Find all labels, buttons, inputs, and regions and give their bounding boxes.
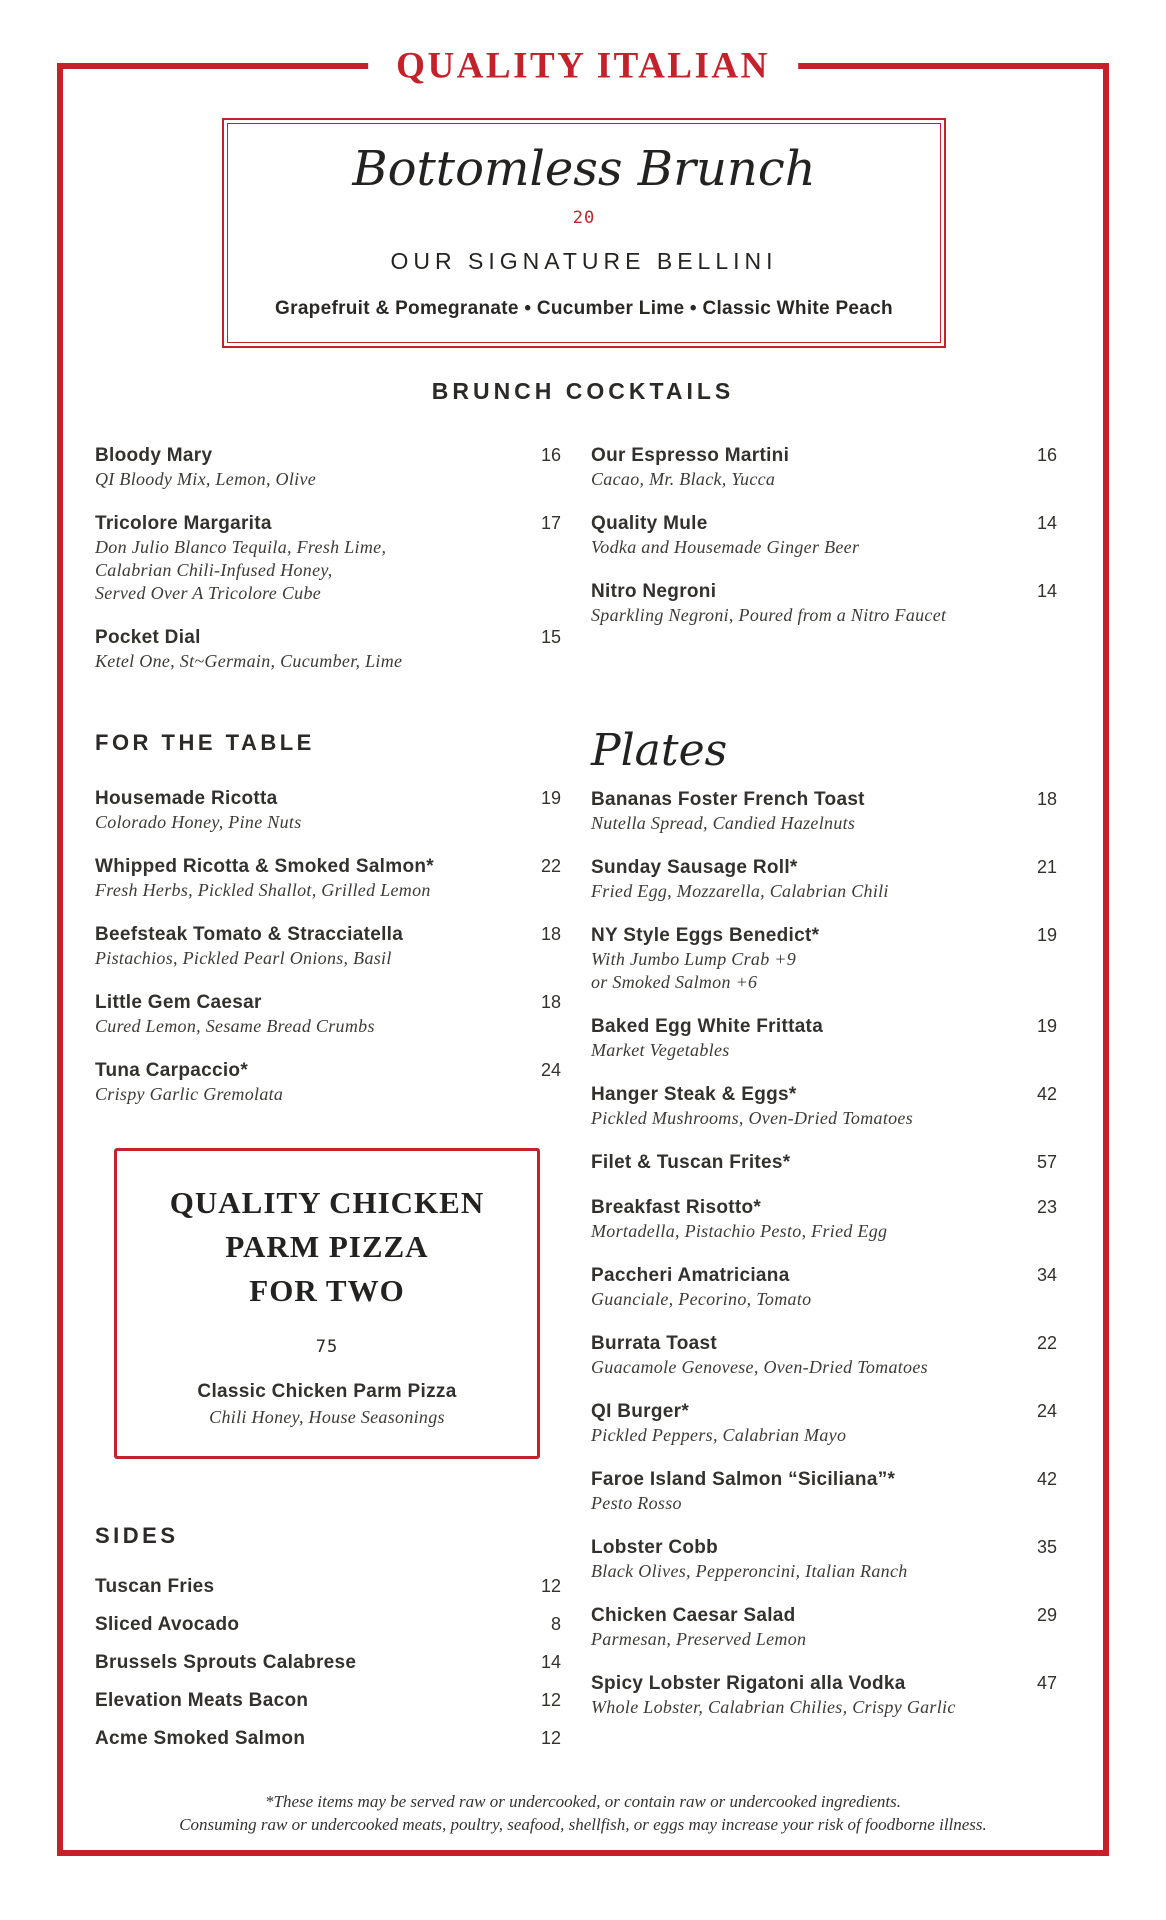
menu-item bbox=[591, 511, 1057, 559]
item-name: Hanger Steak & Eggs* bbox=[591, 1084, 797, 1105]
item-description: Whole Lobster, Calabrian Chilies, Crispy Garlic bbox=[591, 1697, 956, 1717]
menu-item bbox=[591, 1014, 1057, 1062]
menu-item bbox=[591, 1467, 1057, 1515]
menu-item bbox=[95, 1058, 561, 1106]
pizza-feature-title: QUALITY CHICKEN PARM PIZZA FOR TWO bbox=[169, 1185, 485, 1308]
item-price: 42 bbox=[1036, 1084, 1057, 1104]
menu-item bbox=[95, 990, 561, 1038]
item-price: 18 bbox=[540, 992, 561, 1012]
item-price: 14 bbox=[1036, 581, 1057, 601]
menu-item bbox=[95, 443, 561, 491]
item-name: Acme Smoked Salmon bbox=[95, 1728, 306, 1749]
item-price: 12 bbox=[540, 1576, 561, 1596]
pizza-feature-price: 75 bbox=[315, 1337, 339, 1357]
item-description: Sparkling Negroni, Poured from a Nitro Faucet bbox=[591, 605, 947, 625]
menu-item bbox=[95, 625, 561, 673]
restaurant-name: QUALITY ITALIAN bbox=[368, 45, 798, 88]
item-name: Spicy Lobster Rigatoni alla Vodka bbox=[591, 1673, 906, 1694]
menu-item bbox=[591, 1195, 1057, 1243]
brunch-cocktails-heading: BRUNCH COCKTAILS bbox=[431, 378, 735, 404]
item-name: Baked Egg White Frittata bbox=[591, 1016, 824, 1037]
raw-food-disclaimer bbox=[0, 1790, 1166, 1836]
disclaimer-line-2: Consuming raw or undercooked meats, poultry, seafood, shellfish, or eggs may increase your risk of foodborne illness. bbox=[179, 1815, 987, 1834]
item-description: QI Bloody Mix, Lemon, Olive bbox=[95, 469, 317, 489]
menu-item bbox=[591, 855, 1057, 903]
item-description: Colorado Honey, Pine Nuts bbox=[95, 812, 302, 832]
item-price: 16 bbox=[1036, 445, 1057, 465]
item-price: 24 bbox=[1036, 1401, 1057, 1421]
item-name: Bananas Foster French Toast bbox=[591, 789, 865, 810]
item-price: 14 bbox=[1036, 513, 1057, 533]
bottomless-brunch-inner-border bbox=[227, 123, 941, 343]
item-price: 21 bbox=[1036, 857, 1057, 877]
item-description: Ketel One, St~Germain, Cucumber, Lime bbox=[95, 651, 403, 671]
item-description: Don Julio Blanco Tequila, Fresh Lime, Calabrian Chili-Infused Honey, Served Over A Tricolore Cube bbox=[95, 537, 387, 603]
menu-item bbox=[591, 1399, 1057, 1447]
item-description: Guanciale, Pecorino, Tomato bbox=[591, 1289, 812, 1309]
item-name: Filet & Tuscan Frites* bbox=[591, 1152, 791, 1173]
menu-item bbox=[591, 1603, 1057, 1651]
disclaimer-line-1: *These items may be served raw or undercooked, or contain raw or undercooked ingredients. bbox=[265, 1792, 901, 1811]
bottomless-brunch-box bbox=[222, 118, 946, 348]
item-price: 23 bbox=[1036, 1197, 1057, 1217]
item-name: Chicken Caesar Salad bbox=[591, 1605, 796, 1626]
item-price: 19 bbox=[1036, 1016, 1057, 1036]
item-price: 57 bbox=[1036, 1152, 1057, 1172]
item-name: Brussels Sprouts Calabrese bbox=[95, 1652, 357, 1673]
item-price: 19 bbox=[540, 788, 561, 808]
menu-item bbox=[591, 1331, 1057, 1379]
menu-item bbox=[591, 579, 1057, 627]
side-item bbox=[95, 1727, 561, 1750]
item-price: 42 bbox=[1036, 1469, 1057, 1489]
item-name: Quality Mule bbox=[591, 513, 708, 534]
item-name: Tuscan Fries bbox=[95, 1576, 215, 1597]
menu-item bbox=[591, 1671, 1057, 1719]
item-description: Fresh Herbs, Pickled Shallot, Grilled Lemon bbox=[95, 880, 431, 900]
item-price: 12 bbox=[540, 1690, 561, 1710]
menu-item bbox=[95, 854, 561, 902]
bottomless-brunch-title: Bottomless Brunch bbox=[352, 141, 816, 197]
item-description: Pickled Mushrooms, Oven-Dried Tomatoes bbox=[591, 1108, 914, 1128]
menu-item bbox=[591, 1535, 1057, 1583]
item-price: 22 bbox=[540, 856, 561, 876]
menu-columns bbox=[95, 443, 1057, 1765]
menu-item bbox=[591, 1150, 1057, 1175]
item-name: Lobster Cobb bbox=[591, 1537, 719, 1558]
pizza-feature-box bbox=[114, 1148, 540, 1459]
item-description: Black Olives, Pepperoncini, Italian Ranch bbox=[591, 1561, 908, 1581]
item-name: Pocket Dial bbox=[95, 627, 201, 648]
item-name: Faroe Island Salmon “Siciliana”* bbox=[591, 1469, 896, 1490]
item-price: 15 bbox=[540, 627, 561, 647]
item-name: Bloody Mary bbox=[95, 445, 213, 466]
item-description: Mortadella, Pistachio Pesto, Fried Egg bbox=[591, 1221, 888, 1241]
item-name: Housemade Ricotta bbox=[95, 788, 278, 809]
menu-item bbox=[591, 923, 1057, 994]
item-name: Our Espresso Martini bbox=[591, 445, 790, 466]
menu-item bbox=[591, 443, 1057, 491]
for-the-table-heading: FOR THE TABLE bbox=[95, 730, 315, 755]
item-price: 35 bbox=[1036, 1537, 1057, 1557]
side-item bbox=[95, 1651, 561, 1674]
pizza-feature-item-name: Classic Chicken Parm Pizza bbox=[197, 1381, 457, 1402]
menu-item bbox=[95, 511, 561, 605]
item-price: 19 bbox=[1036, 925, 1057, 945]
item-price: 14 bbox=[540, 1652, 561, 1672]
side-item bbox=[95, 1613, 561, 1636]
item-price: 12 bbox=[540, 1728, 561, 1748]
sides-heading: SIDES bbox=[95, 1523, 179, 1548]
item-price: 18 bbox=[540, 924, 561, 944]
pizza-feature-item-description: Chili Honey, House Seasonings bbox=[209, 1407, 445, 1427]
item-price: 22 bbox=[1036, 1333, 1057, 1353]
item-name: Paccheri Amatriciana bbox=[591, 1265, 790, 1286]
item-price: 8 bbox=[550, 1614, 561, 1634]
signature-bellini-heading: OUR SIGNATURE BELLINI bbox=[390, 248, 778, 274]
item-name: Sunday Sausage Roll* bbox=[591, 857, 798, 878]
item-name: Sliced Avocado bbox=[95, 1614, 240, 1635]
item-description: Pistachios, Pickled Pearl Onions, Basil bbox=[95, 948, 392, 968]
item-name: Beefsteak Tomato & Stracciatella bbox=[95, 924, 404, 945]
item-description: Pickled Peppers, Calabrian Mayo bbox=[591, 1425, 847, 1445]
left-column bbox=[95, 443, 561, 1765]
item-name: Breakfast Risotto* bbox=[591, 1197, 762, 1218]
item-price: 17 bbox=[540, 513, 561, 533]
item-description: With Jumbo Lump Crab +9 or Smoked Salmon +6 bbox=[591, 949, 797, 992]
item-name: Nitro Negroni bbox=[591, 581, 717, 602]
right-column bbox=[591, 443, 1057, 1739]
item-description: Nutella Spread, Candied Hazelnuts bbox=[591, 813, 856, 833]
item-name: Little Gem Caesar bbox=[95, 992, 262, 1013]
item-price: 18 bbox=[1036, 789, 1057, 809]
bottomless-brunch-price: 20 bbox=[572, 208, 596, 228]
item-description: Cacao, Mr. Black, Yucca bbox=[591, 469, 776, 489]
item-name: Whipped Ricotta & Smoked Salmon* bbox=[95, 856, 434, 877]
item-name: Elevation Meats Bacon bbox=[95, 1690, 309, 1711]
item-price: 16 bbox=[540, 445, 561, 465]
menu-item bbox=[95, 786, 561, 834]
item-price: 34 bbox=[1036, 1265, 1057, 1285]
item-price: 24 bbox=[540, 1060, 561, 1080]
item-description: Parmesan, Preserved Lemon bbox=[591, 1629, 807, 1649]
item-name: Tuna Carpaccio* bbox=[95, 1060, 249, 1081]
item-price: 29 bbox=[1036, 1605, 1057, 1625]
item-price: 47 bbox=[1036, 1673, 1057, 1693]
item-description: Guacamole Genovese, Oven-Dried Tomatoes bbox=[591, 1357, 928, 1377]
bellini-flavors: Grapefruit & Pomegranate • Cucumber Lime • Classic White Peach bbox=[275, 298, 893, 319]
item-name: QI Burger* bbox=[591, 1401, 690, 1422]
item-description: Fried Egg, Mozzarella, Calabrian Chili bbox=[591, 881, 889, 901]
item-description: Crispy Garlic Gremolata bbox=[95, 1084, 284, 1104]
menu-item bbox=[591, 1263, 1057, 1311]
item-description: Market Vegetables bbox=[591, 1040, 730, 1060]
item-name: Tricolore Margarita bbox=[95, 513, 272, 534]
item-name: Burrata Toast bbox=[591, 1333, 718, 1354]
side-item bbox=[95, 1689, 561, 1712]
side-item bbox=[95, 1575, 561, 1598]
item-description: Pesto Rosso bbox=[591, 1493, 682, 1513]
menu-item bbox=[591, 1082, 1057, 1130]
menu-item bbox=[591, 787, 1057, 835]
menu-item bbox=[95, 922, 561, 970]
item-description: Cured Lemon, Sesame Bread Crumbs bbox=[95, 1016, 375, 1036]
item-description: Vodka and Housemade Ginger Beer bbox=[591, 537, 860, 557]
plates-heading: Plates bbox=[591, 725, 728, 776]
item-name: NY Style Eggs Benedict* bbox=[591, 925, 820, 946]
